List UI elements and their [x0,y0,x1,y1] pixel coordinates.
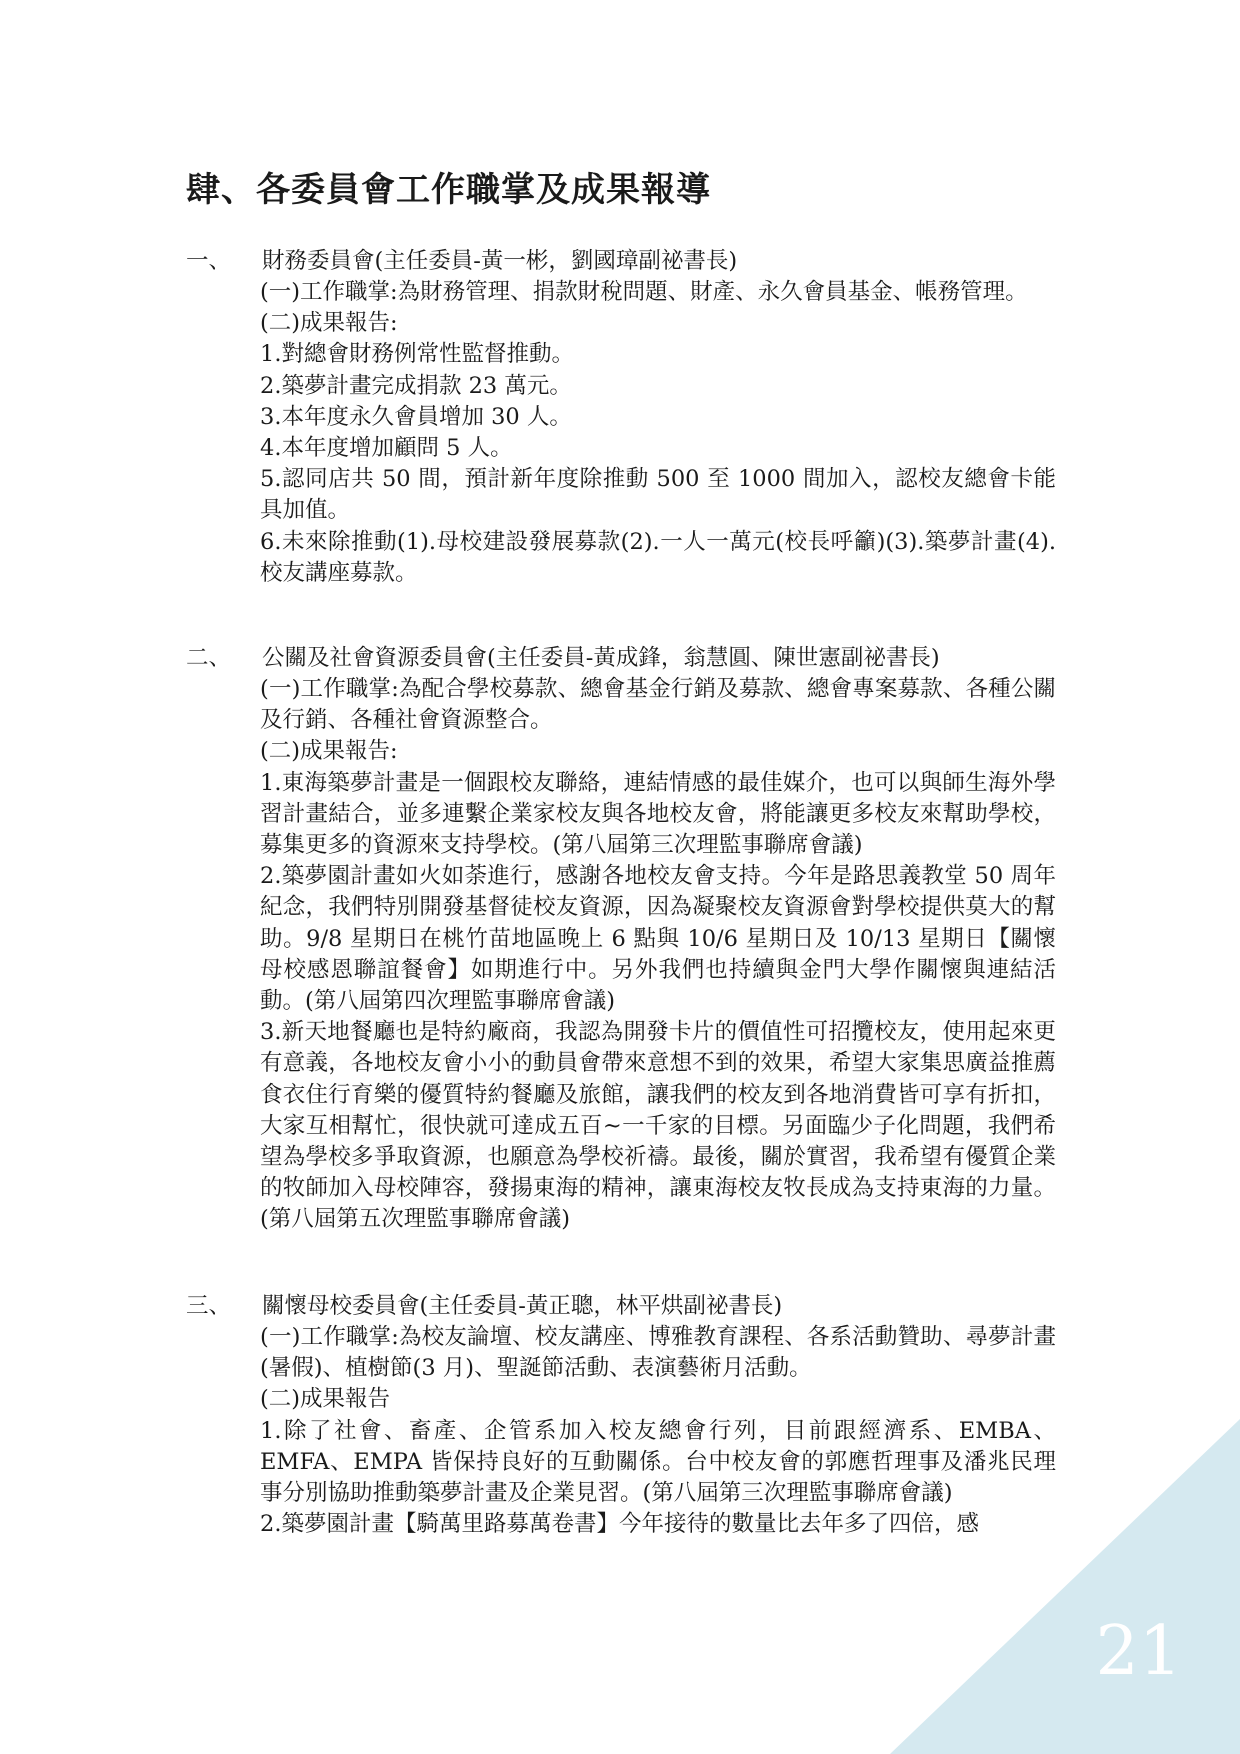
paragraph: 4.本年度增加顧問 5 人。 [260,435,513,462]
paragraph: 6.未來除推動(1).母校建設發展募款(2).一人一萬元(校長呼籲)(3).築夢計畫(4).校友講座募款。 [260,528,1056,586]
paragraph: 2.築夢園計畫【騎萬里路募萬卷書】今年接待的數量比去年多了四倍，感 [260,1511,979,1538]
section-alma-mater-care [186,1291,1056,1540]
section-title: 財務委員會(主任委員-黃一彬，劉國璋副祕書長) [262,248,738,274]
paragraph: 1.對總會財務例常性監督推動。 [260,341,574,368]
section-title: 公關及社會資源委員會(主任委員-黃成鋒，翁慧圓、陳世憲副祕書長) [262,645,940,671]
page-number: 21 [1095,1612,1182,1691]
section-number: 三、 [186,1293,232,1319]
paragraph: 1.東海築夢計畫是一個跟校友聯絡，連結情感的最佳媒介，也可以與師生海外學習計畫結合，並多連繫企業家校友與各地校友會，將能讓更多校友來幫助學校，募集更多的資源來支持學校。(第八屆第三次理監事聯席會議) [260,769,1056,859]
paragraph: (一)工作職掌:為校友論壇、校友講座、博雅教育課程、各系活動贊助、尋夢計畫(暑假)、植樹節(3 月)、聖誕節活動、表演藝術月活動。 [260,1324,1056,1382]
paragraph: (二)成果報告: [260,738,398,765]
section-finance [186,246,1056,589]
paragraph: (二)成果報告 [260,1386,391,1413]
paragraph: 2.築夢計畫完成捐款 23 萬元。 [260,372,572,399]
section-number: 二、 [186,645,232,671]
paragraph: (一)工作職掌:為配合學校募款、總會基金行銷及募款、總會專案募款、各種公關及行銷、各種社會資源整合。 [260,676,1056,734]
paragraph: 2.築夢園計畫如火如荼進行，感謝各地校友會支持。今年是路思義教堂 50 周年紀念，我們特別開發基督徒校友資源，因為凝聚校友資源會對學校提供莫大的幫助。9/8 星期日在桃竹苗地區晚上 6 點與 10/6 星期日及 10/13 星期日【關懷母校感恩聯誼餐會】如期進行中。另外我們也持續與金門大學作關懷與連結活動。(第八屆第四次理監事聯席會議) [260,863,1056,1015]
paragraph: 5.認同店共 50 間，預計新年度除推動 500 至 1000 間加入，認校友總會卡能具加值。 [260,466,1056,524]
paragraph: (一)工作職掌:為財務管理、捐款財稅問題、財產、永久會員基金、帳務管理。 [260,279,1028,305]
paragraph: (二)成果報告: [260,310,398,337]
section-number: 一、 [186,248,232,274]
section-public-relations [186,643,1056,1236]
section-title: 關懷母校委員會(主任委員-黃正聰，林平烘副祕書長) [262,1293,783,1319]
paragraph: 3.新天地餐廳也是特約廠商，我認為開發卡片的價值性可招攬校友，使用起來更有意義，各地校友會小小的動員會帶來意想不到的效果，希望大家集思廣益推薦食衣住行育樂的優質特約餐廳及旅館，讓我們的校友到各地消費皆可享有折扣，大家互相幫忙，很快就可達成五百~一千家的目標。另面臨少子化問題，我們希望為學校多爭取資源，也願意為學校祈禱。最後，關於實習，我希望有優質企業的牧師加入母校陣容，發揚東海的精神，讓東海校友牧長成為支持東海的力量。(第八屆第五次理監事聯席會議) [260,1019,1056,1233]
paragraph: 1.除了社會、畜產、企管系加入校友總會行列，目前跟經濟系、EMBA、EMFA、EMPA 皆保持良好的互動關係。台中校友會的郭應哲理事及潘兆民理事分別協助推動築夢計畫及企業見習。(第八屆第三次理監事聯席會議) [260,1417,1056,1507]
paragraph: 3.本年度永久會員增加 30 人。 [260,403,572,430]
page-title: 肆、各委員會工作職掌及成果報導 [186,170,711,210]
